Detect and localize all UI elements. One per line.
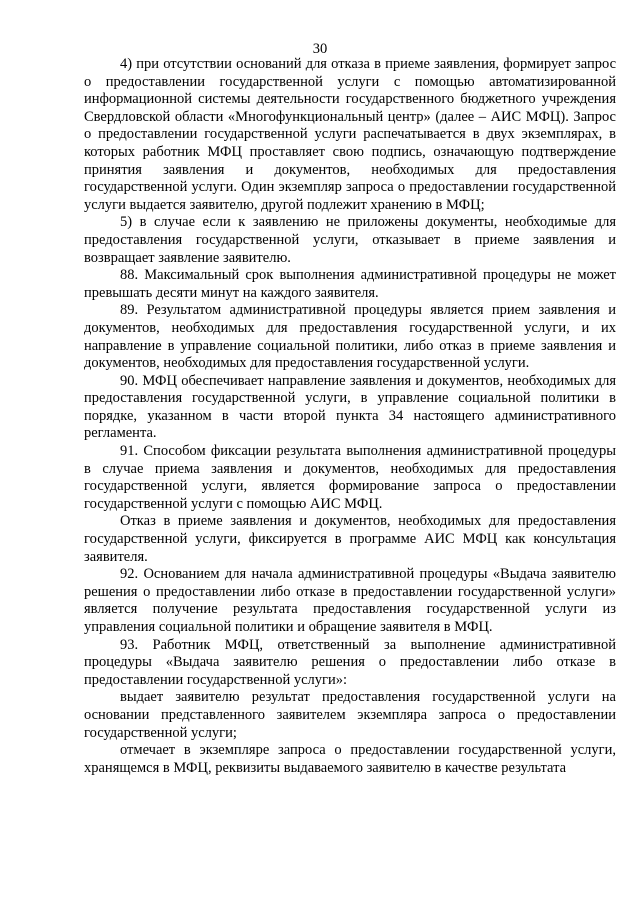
paragraph-92: 92. Основанием для начала административной процедуры «Выдача заявителю решения о предоставлении либо отказе в предоставлении государственной услуги» является получение результата предоставления государственной услуги из управления социальной политики и обращение заявителя в МФЦ. [84, 566, 616, 635]
paragraph-90: 90. МФЦ обеспечивает направление заявления и документов, необходимых для предоставления государственной услуги, в управление социальной политики в порядке, указанном в части второй пункта 34 настоящего административного регламента. [84, 372, 616, 442]
paragraph-89: 89. Результатом административной процедуры является прием заявления и документов, необходимых для предоставления государственной услуги, и их направление в управление социальной политики, либо отказ в приеме заявления и документов, необходимых для предоставления государственной услуги. [84, 302, 616, 372]
paragraph-93-mark-request: отмечает в экземпляре запроса о предоставлении государственной услуги, хранящемся в МФЦ, реквизиты выдаваемого заявителю в качестве результата [84, 742, 616, 776]
document-body [84, 56, 616, 777]
page-number: 30 [312, 41, 328, 57]
paragraph-93: 93. Работник МФЦ, ответственный за выполнение административной процедуры «Выдача заявителю решения о предоставлении либо отказе в предоставлении государственной услуги»: [84, 636, 616, 688]
paragraph-91-refusal: Отказ в приеме заявления и документов, необходимых для предоставления государственной услуги, фиксируется в программе АИС МФЦ как консультация заявителя. [84, 513, 616, 565]
paragraph-item-4: 4) при отсутствии оснований для отказа в приеме заявления, формирует запрос о предоставлении государственной услуги с помощью автоматизированной информационной системы деятельности государственного бюджетного учреждения Свердловской области «Многофункциональный центр» (далее – АИС МФЦ). Запрос о предоставлении государственной услуги распечатывается в двух экземплярах, в которых работник МФЦ проставляет свою подпись, означающую подтверждение принятия заявления и документов, необходимых для предоставления государственной услуги. Один экземпляр запроса о предоставлении государственной услуги выдается заявителю, другой подлежит хранению в МФЦ; [84, 56, 616, 213]
paragraph-88: 88. Максимальный срок выполнения административной процедуры не может превышать десяти минут на каждого заявителя. [84, 267, 616, 301]
paragraph-93-issue-result: выдает заявителю результат предоставления государственной услуги на основании представленного заявителем экземпляра запроса о предоставлении государственной услуги; [84, 689, 616, 741]
paragraph-91: 91. Способом фиксации результата выполнения административной процедуры в случае приема заявления и документов, необходимых для предоставления государственной услуги, является формирование запроса о предоставлении государственной услуги с помощью АИС МФЦ. [84, 443, 616, 512]
paragraph-item-5: 5) в случае если к заявлению не приложены документы, необходимые для предоставления государственной услуги, отказывает в приеме заявления и возвращает заявление заявителю. [84, 214, 616, 266]
